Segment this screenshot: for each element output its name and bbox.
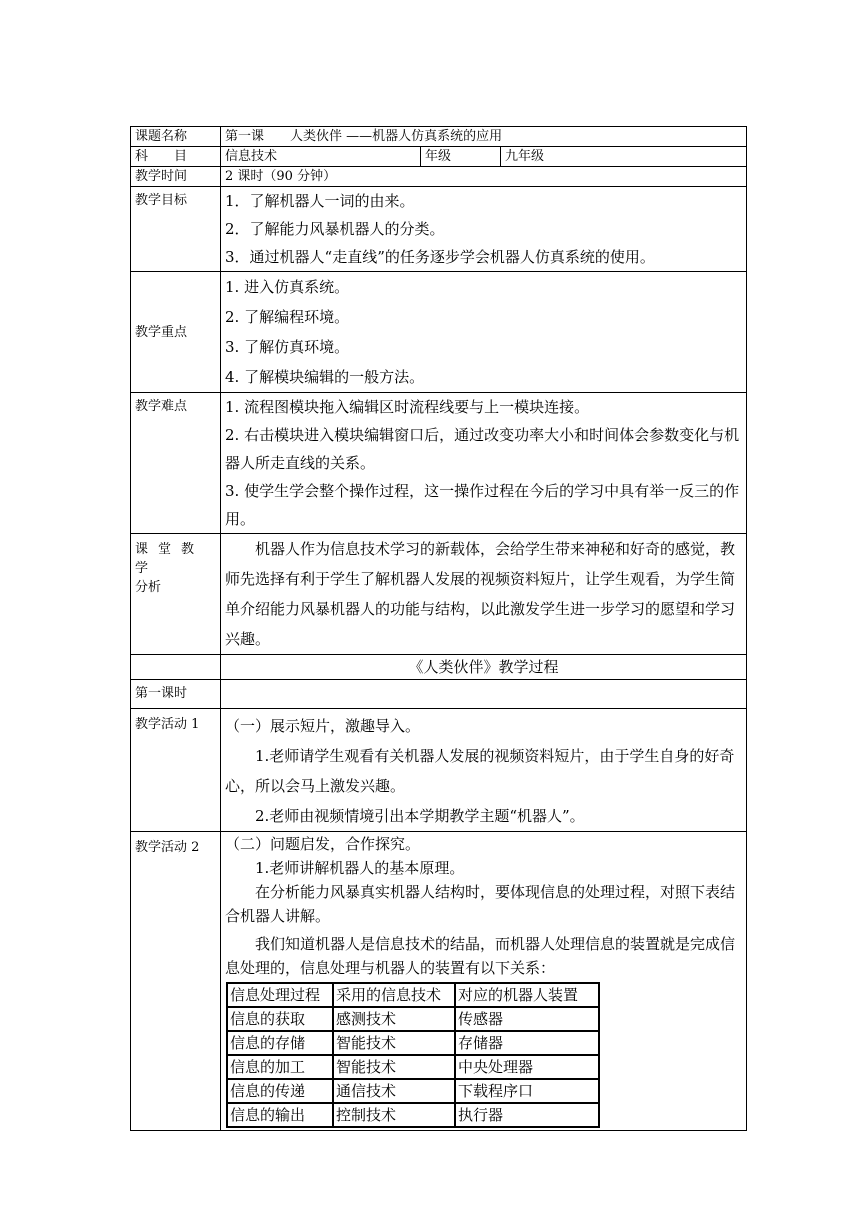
info-table-row [227, 1055, 599, 1079]
info-table-cell: 中央处理器 [455, 1055, 599, 1079]
topic-value: 第一课 人类伙伴 ——机器人仿真系统的应用 [221, 127, 747, 147]
activity1-label: 教学活动 1 [131, 709, 221, 832]
difficulties-content [221, 393, 747, 534]
keypoint-item: 4. 了解模块编辑的一般方法。 [225, 368, 425, 386]
activity2-para: 我们知道机器人是信息技术的结晶，而机器人处理信息的装置就是完成信息处理的，信息处理与机器人的装置有以下关系： [225, 935, 736, 977]
info-table-cell: 存储器 [455, 1031, 599, 1055]
analysis-label-line1: 课堂教学 [135, 542, 205, 576]
info-processing-table [226, 982, 600, 1128]
lesson-plan-table [130, 126, 747, 1131]
info-table-cell: 传感器 [455, 1007, 599, 1031]
activity1-para: 1.老师请学生观看有关机器人发展的视频资料短片，由于学生自身的好奇心，所以会马上激发兴趣。 [225, 747, 735, 795]
analysis-row [131, 534, 747, 655]
keypoint-item: 3. 了解仿真环境。 [225, 338, 350, 356]
info-table-cell: 信息的输出 [227, 1103, 333, 1127]
analysis-text: 机器人作为信息技术学习的新载体，会给学生带来神秘和好奇的感觉，教师先选择有利于学生了解机器人发展的视频资料短片，让学生观看，为学生简单介绍能力风暴机器人的功能与结构，以此激发学生进一步学习的愿望和学习兴趣。 [225, 540, 736, 648]
grade-value: 九年级 [501, 147, 747, 167]
keypoints-row [131, 272, 747, 393]
activity2-content [221, 832, 747, 1131]
grade-label: 年级 [421, 147, 501, 167]
activity2-heading: （二）问题启发，合作探究。 [225, 835, 421, 853]
info-table-cell: 信息的加工 [227, 1055, 333, 1079]
time-row [131, 167, 747, 187]
subject-row [131, 147, 747, 167]
info-table-cell: 感测技术 [333, 1007, 455, 1031]
info-table-header: 信息处理过程 [227, 983, 333, 1007]
activity1-para: 2.老师由视频情境引出本学期教学主题“机器人”。 [255, 807, 585, 825]
time-label: 教学时间 [131, 167, 221, 187]
info-table-row [227, 1103, 599, 1127]
info-table-row [227, 1031, 599, 1055]
info-table-row [227, 1007, 599, 1031]
difficulty-item: 3. 使学生学会整个操作过程，这一操作过程在今后的学习中具有举一反三的作用。 [225, 482, 740, 528]
goals-row [131, 187, 747, 272]
info-table-cell: 通信技术 [333, 1079, 455, 1103]
keypoints-label: 教学重点 [131, 272, 221, 393]
activity1-heading: （一）展示短片，激趣导入。 [225, 717, 421, 735]
keypoint-item: 2. 了解编程环境。 [225, 308, 350, 326]
time-value: 2 课时（90 分钟） [221, 167, 747, 187]
difficulties-row [131, 393, 747, 534]
activity1-row [131, 709, 747, 832]
info-table-cell: 智能技术 [333, 1031, 455, 1055]
process-title: 《人类伙伴》教学过程 [221, 655, 747, 680]
goals-label: 教学目标 [131, 187, 221, 272]
lesson-plan-page [130, 126, 746, 1131]
analysis-content [221, 534, 747, 655]
info-table-cell: 下载程序口 [455, 1079, 599, 1103]
goal-item: 1．了解机器人一词的由来。 [225, 192, 415, 210]
info-table-header-row [227, 983, 599, 1007]
difficulty-item: 1. 流程图模块拖入编辑区时流程线要与上一模块连接。 [225, 398, 590, 416]
lesson-row [131, 680, 747, 709]
info-table-cell: 智能技术 [333, 1055, 455, 1079]
info-table-cell: 信息的传递 [227, 1079, 333, 1103]
info-table-header: 对应的机器人装置 [455, 983, 599, 1007]
subject-value: 信息技术 [221, 147, 421, 167]
goal-item: 2．了解能力风暴机器人的分类。 [225, 220, 445, 238]
lesson-empty [221, 680, 747, 709]
info-table-cell: 信息的存储 [227, 1031, 333, 1055]
topic-row [131, 127, 747, 147]
info-table-cell: 信息的获取 [227, 1007, 333, 1031]
keypoints-content [221, 272, 747, 393]
difficulty-item: 2. 右击模块进入模块编辑窗口后，通过改变功率大小和时间体会参数变化与机器人所走直线的关系。 [225, 426, 740, 472]
analysis-label [131, 534, 221, 655]
info-table-row [227, 1079, 599, 1103]
activity2-para: 在分析能力风暴真实机器人结构时，要体现信息的处理过程，对照下表结合机器人讲解。 [225, 883, 736, 925]
goal-item: 3．通过机器人“走直线”的任务逐步学会机器人仿真系统的使用。 [225, 248, 655, 266]
keypoint-item: 1. 进入仿真系统。 [225, 278, 350, 296]
subject-label: 科 目 [131, 147, 221, 167]
info-table-cell: 控制技术 [333, 1103, 455, 1127]
difficulties-label: 教学难点 [131, 393, 221, 534]
activity2-row [131, 832, 747, 1131]
activity2-para: 1.老师讲解机器人的基本原理。 [255, 859, 465, 877]
analysis-label-line2: 分析 [135, 580, 162, 595]
info-table-header: 采用的信息技术 [333, 983, 455, 1007]
info-table-cell: 执行器 [455, 1103, 599, 1127]
lesson-label: 第一课时 [131, 680, 221, 709]
goals-content [221, 187, 747, 272]
activity1-content [221, 709, 747, 832]
process-title-row [131, 655, 747, 680]
process-title-empty [131, 655, 221, 680]
activity2-label: 教学活动 2 [131, 832, 221, 1131]
topic-label: 课题名称 [131, 127, 221, 147]
